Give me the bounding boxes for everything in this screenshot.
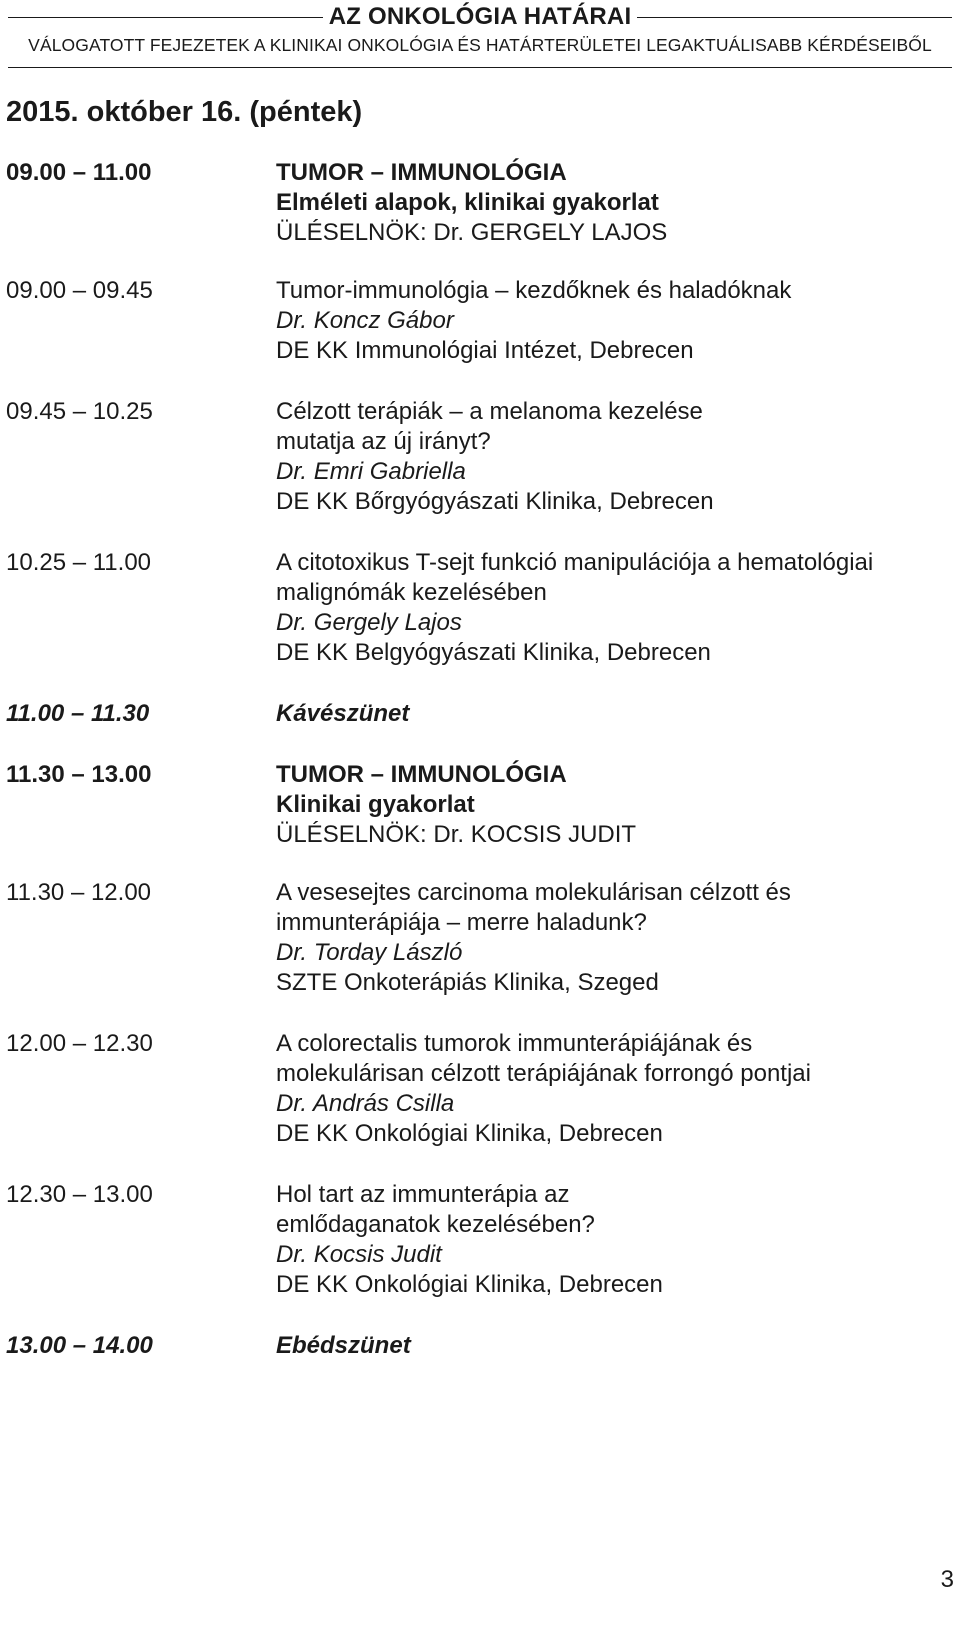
session-subtitle: Klinikai gyakorlat	[276, 791, 475, 818]
talk-speaker: Dr. Torday László	[276, 939, 463, 966]
talk-item	[6, 548, 956, 668]
header-rule-right	[637, 17, 952, 18]
talk-speaker: Dr. Gergely Lajos	[276, 609, 462, 636]
talk-title: emlődaganatok kezelésében?	[276, 1211, 595, 1238]
talk-time: 12.00 – 12.30	[6, 1030, 153, 1057]
talk-affiliation: DE KK Belgyógyászati Klinika, Debrecen	[276, 639, 711, 666]
talk-time: 09.45 – 10.25	[6, 398, 153, 425]
talk-title: mutatja az új irányt?	[276, 428, 491, 455]
session-header	[6, 158, 956, 248]
talk-item	[6, 878, 956, 998]
session-title: TUMOR – IMMUNOLÓGIA	[276, 761, 567, 788]
talk-affiliation: SZTE Onkoterápiás Klinika, Szeged	[276, 969, 659, 996]
page-number: 3	[940, 1566, 954, 1593]
talk-title: A colorectalis tumorok immunterápiájának és	[276, 1030, 753, 1057]
talk-affiliation: DE KK Bőrgyógyászati Klinika, Debrecen	[276, 488, 714, 515]
talk-affiliation: DE KK Onkológiai Klinika, Debrecen	[276, 1120, 663, 1147]
page-header	[8, 0, 952, 56]
talk-title: Tumor-immunológia – kezdőknek és haladóknak	[276, 277, 792, 304]
break-time: 11.00 – 11.30	[6, 700, 150, 727]
talk-title: A vesesejtes carcinoma molekulárisan célzott és	[276, 879, 791, 906]
talk-affiliation: DE KK Onkológiai Klinika, Debrecen	[276, 1271, 663, 1298]
talk-time: 10.25 – 11.00	[6, 549, 152, 576]
talk-time: 12.30 – 13.00	[6, 1181, 153, 1208]
header-rule-left	[8, 17, 323, 18]
session-title: TUMOR – IMMUNOLÓGIA	[276, 159, 567, 186]
break-time: 13.00 – 14.00	[6, 1332, 153, 1359]
talk-speaker: Dr. Kocsis Judit	[276, 1241, 442, 1268]
talk-title: immunterápiája – merre haladunk?	[276, 909, 647, 936]
talk-title: molekulárisan célzott terápiájának forrongó pontjai	[276, 1060, 811, 1087]
session-time: 09.00 – 11.00	[6, 159, 152, 186]
talk-speaker: Dr. András Csilla	[276, 1090, 455, 1117]
talk-speaker: Dr. Emri Gabriella	[276, 458, 466, 485]
talk-affiliation: DE KK Immunológiai Intézet, Debrecen	[276, 337, 694, 364]
header-title: AZ ONKOLÓGIA HATÁRAI	[328, 3, 632, 30]
header-subtitle: VÁLOGATOTT FEJEZETEK A KLINIKAI ONKOLÓGIA ÉS HATÁRTERÜLETEI LEGAKTUÁLISABB KÉRDÉSEIBŐL	[28, 35, 932, 55]
talk-item	[6, 1029, 956, 1149]
session-header	[6, 760, 956, 850]
program-schedule	[6, 158, 956, 1361]
break-label: Kávészünet	[276, 700, 410, 727]
break-label: Ebédszünet	[276, 1332, 411, 1359]
session-time: 11.30 – 13.00	[6, 761, 152, 788]
session-subtitle: Elméleti alapok, klinikai gyakorlat	[276, 189, 659, 216]
talk-time: 09.00 – 09.45	[6, 277, 153, 304]
talk-title: Célzott terápiák – a melanoma kezelése	[276, 398, 703, 425]
talk-speaker: Dr. Koncz Gábor	[276, 307, 454, 334]
program-date: 2015. október 16. (péntek)	[6, 96, 363, 128]
talk-time: 11.30 – 12.00	[6, 879, 152, 906]
talk-title: malignómák kezelésében	[276, 579, 547, 606]
break-item	[6, 1331, 956, 1361]
talk-title: A citotoxikus T-sejt funkció manipulációja a hematológiai	[276, 549, 874, 576]
talk-title: Hol tart az immunterápia az	[276, 1181, 570, 1208]
session-chair: ÜLÉSELNÖK: Dr. KOCSIS JUDIT	[276, 821, 637, 848]
talk-item	[6, 397, 956, 517]
header-bottom-rule	[8, 67, 952, 68]
session-chair: ÜLÉSELNÖK: Dr. GERGELY LAJOS	[276, 219, 668, 246]
talk-item	[6, 276, 956, 366]
talk-item	[6, 1180, 956, 1300]
break-item	[6, 699, 956, 729]
